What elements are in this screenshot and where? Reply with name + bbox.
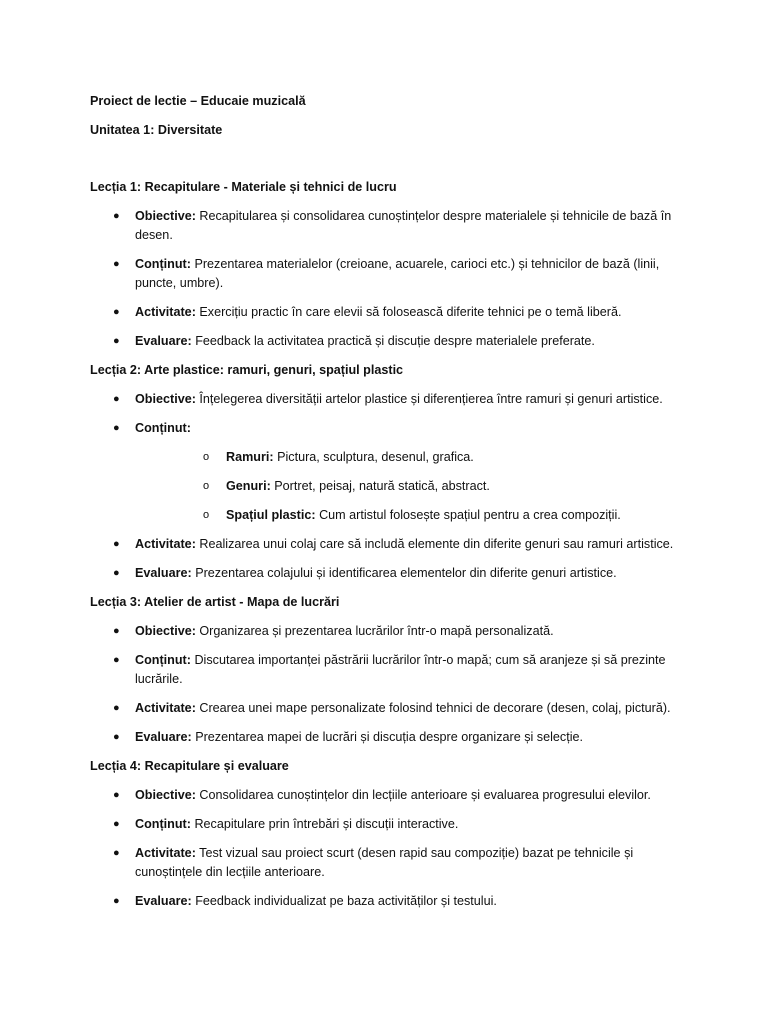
list-item [90,699,680,718]
document-body [90,92,680,921]
bullet-icon: ● [113,306,120,318]
subitem-label: Spațiul plastic: [226,508,316,522]
item-label: Conținut: [135,257,191,271]
item-label: Obiective: [135,624,196,638]
document-title: Proiect de lectie – Educaie muzicală [90,94,306,108]
subitem-text: Cum artistul folosește spațiul pentru a crea compoziții. [315,508,621,522]
item-label: Obiective: [135,788,196,802]
item-label: Obiective: [135,392,196,406]
item-text: Consolidarea cunoștințelor din lecțiile anterioare și evaluarea progresului elevilor. [195,788,651,802]
item-text: Prezentarea mapei de lucrări și discuția despre organizare și selecție. [191,730,584,744]
item-text: Feedback la activitatea practică și discuție despre materialele preferate. [191,334,595,348]
item-text: Crearea unei mape personalizate folosind tehnici de decorare (desen, colaj, pictură). [195,701,671,715]
lesson-items [90,390,680,583]
bullet-icon: ● [113,789,120,801]
circle-bullet-icon: o [203,451,210,463]
list-item [90,786,680,805]
bullet-icon: ● [113,818,120,830]
sub-list-item [135,448,680,467]
bullet-icon: ● [113,393,120,405]
list-item [90,390,680,409]
item-label: Activitate: [135,701,196,715]
item-text: Realizarea unui colaj care să includă elemente din diferite genuri sau ramuri artistice. [195,537,674,551]
subitem-text: Portret, peisaj, natură statică, abstract. [270,479,490,493]
sub-list-item [135,506,680,525]
lesson-section [90,178,680,351]
list-item [90,535,680,554]
subitem-text: Pictura, sculptura, desenul, grafica. [273,450,474,464]
lesson-title: Lecția 4: Recapitulare și evaluare [90,759,289,773]
item-text: Prezentarea materialelor (creioane, acuarele, carioci etc.) și tehnicilor de bază (linii, puncte, umbre). [135,257,660,290]
bullet-icon: ● [113,567,120,579]
lesson-items [90,622,680,747]
item-label: Activitate: [135,537,196,551]
bullet-icon: ● [113,335,120,347]
bullet-icon: ● [113,702,120,714]
item-label: Activitate: [135,846,196,860]
item-label: Conținut: [135,421,191,435]
item-label: Activitate: [135,305,196,319]
bullet-icon: ● [113,847,120,859]
list-item [90,303,680,322]
item-text: Înțelegerea diversității artelor plastice și diferențierea între ramuri și genuri artistice. [195,392,663,406]
item-text: Recapitularea și consolidarea cunoștințelor despre materialele și tehnicile de bază în desen. [135,209,672,242]
lesson-title: Lecția 2: Arte plastice: ramuri, genuri, spațiul plastic [90,363,404,377]
bullet-icon: ● [113,422,120,434]
item-text: Discutarea importanței păstrării lucrărilor într-o mapă; cum să aranjeze și să prezinte lucrările. [135,653,666,686]
unit-title: Unitatea 1: Diversitate [90,123,223,137]
bullet-icon: ● [113,538,120,550]
list-item [90,651,680,689]
item-text: Test vizual sau proiect scurt (desen rapid sau compoziție) bazat pe tehnicile și cunoștințele din lecțiile anterioare. [135,846,634,879]
lesson-title: Lecția 3: Atelier de artist - Mapa de lucrări [90,595,340,609]
bullet-icon: ● [113,210,120,222]
item-label: Obiective: [135,209,196,223]
sub-list-item [135,477,680,496]
lesson-section [90,757,680,911]
list-item [90,622,680,641]
lesson-items [90,207,680,351]
item-label: Evaluare: [135,894,192,908]
list-item [90,728,680,747]
list-item [90,207,680,245]
subitem-label: Ramuri: [226,450,274,464]
lesson-title: Lecția 1: Recapitulare - Materiale și tehnici de lucru [90,180,397,194]
bullet-icon: ● [113,895,120,907]
item-label: Conținut: [135,817,191,831]
bullet-icon: ● [113,258,120,270]
lesson-section [90,361,680,583]
item-text: Feedback individualizat pe baza activităților și testului. [191,894,497,908]
item-label: Evaluare: [135,334,192,348]
list-item [90,255,680,293]
item-text: Exercițiu practic în care elevii să folosească diferite tehnici pe o temă liberă. [195,305,622,319]
list-item [90,419,680,525]
bullet-icon: ● [113,625,120,637]
item-text: Prezentarea colajului și identificarea elementelor din diferite genuri artistice. [191,566,617,580]
list-item [90,332,680,351]
list-item [90,844,680,882]
circle-bullet-icon: o [203,509,210,521]
item-text: Recapitulare prin întrebări și discuții interactive. [190,817,459,831]
list-item [90,564,680,583]
list-item [90,892,680,911]
bullet-icon: ● [113,731,120,743]
item-label: Evaluare: [135,730,192,744]
lesson-items [90,786,680,911]
item-text: Organizarea și prezentarea lucrărilor într-o mapă personalizată. [195,624,554,638]
item-label: Evaluare: [135,566,192,580]
bullet-icon: ● [113,654,120,666]
circle-bullet-icon: o [203,480,210,492]
sub-list [135,448,680,525]
list-item [90,815,680,834]
subitem-label: Genuri: [226,479,271,493]
lesson-section [90,593,680,747]
item-label: Conținut: [135,653,191,667]
